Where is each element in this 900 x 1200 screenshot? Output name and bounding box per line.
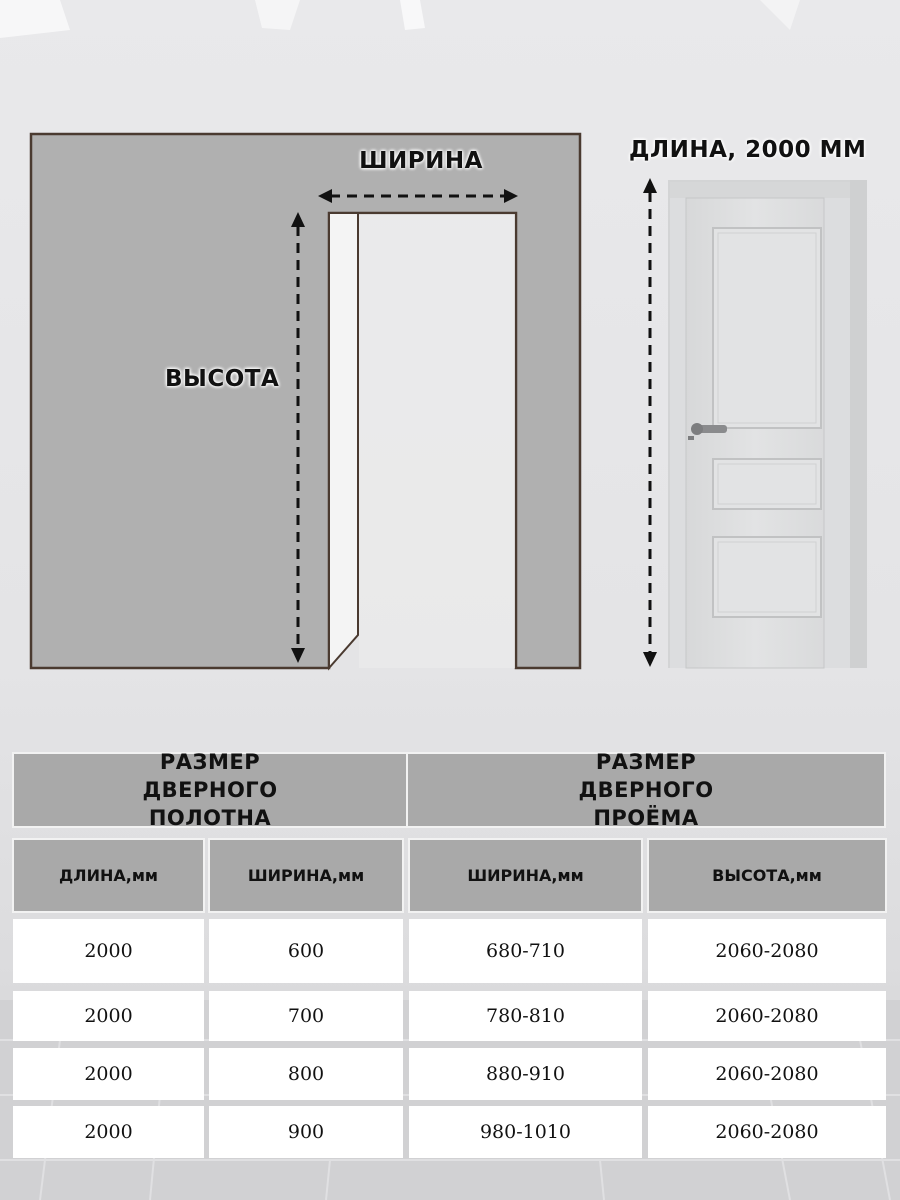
table-cell: 2000 (13, 919, 204, 983)
table-cell: 880-910 (409, 1048, 642, 1100)
table-cell: 2060-2080 (648, 991, 886, 1041)
length-arrow (643, 178, 657, 667)
table-cell: 2000 (13, 1048, 204, 1100)
table-cell: 680-710 (409, 919, 642, 983)
table-cell: 2060-2080 (648, 919, 886, 983)
column-header-opening-width: ШИРИНА,мм (408, 838, 643, 913)
door-opening-size-header: РАЗМЕР ДВЕРНОГО ПРОЁМА (406, 752, 886, 828)
opening-interior (359, 214, 515, 668)
table-cell: 980-1010 (409, 1106, 642, 1158)
column-header-leaf-width: ШИРИНА,мм (208, 838, 404, 913)
table-cell: 800 (209, 1048, 403, 1100)
table-cell: 2060-2080 (648, 1048, 886, 1100)
table-cell: 600 (209, 919, 403, 983)
table-cell: 2060-2080 (648, 1106, 886, 1158)
opening-jamb (329, 213, 358, 668)
door-illustration (668, 180, 867, 668)
table-cell: 700 (209, 991, 403, 1041)
table-cell: 780-810 (409, 991, 642, 1041)
door-leaf-size-header: РАЗМЕР ДВЕРНОГО ПОЛОТНА (12, 752, 408, 828)
table-cell: 2000 (13, 1106, 204, 1158)
height-label: ВЫСОТА (165, 366, 280, 392)
column-header-opening-height: ВЫСОТА,мм (647, 838, 887, 913)
table-cell: 900 (209, 1106, 403, 1158)
column-header-length: ДЛИНА,мм (12, 838, 205, 913)
length-label: ДЛИНА, 2000 ММ (629, 137, 867, 163)
width-label: ШИРИНА (359, 148, 483, 174)
table-cell: 2000 (13, 991, 204, 1041)
